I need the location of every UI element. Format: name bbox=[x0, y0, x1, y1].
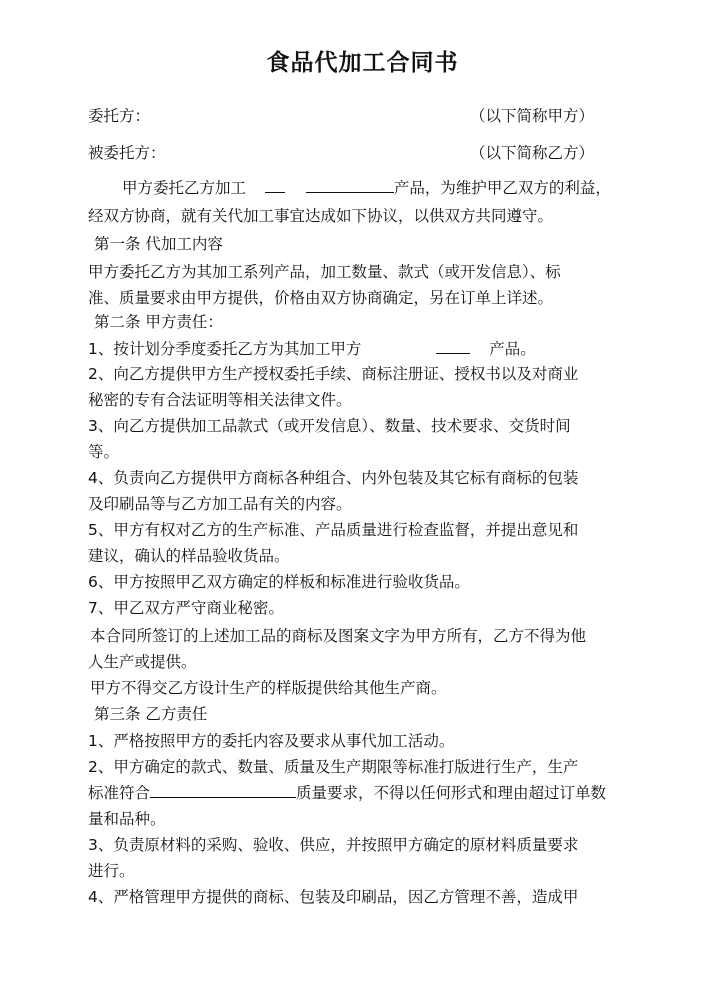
article-2-item-7: 7、甲乙双方严守商业秘密。 bbox=[88, 599, 284, 617]
article-2-item-3-l1: 3、向乙方提供加工品款式（或开发信息）、数量、技术要求、交货时间 bbox=[88, 417, 571, 435]
article-1-line-2: 准、质量要求由甲方提供，价格由双方协商确定，另在订单上详述。 bbox=[88, 289, 554, 307]
article-2-item-3-l2: 等。 bbox=[88, 443, 120, 461]
intro-text-b: 产品，为维护甲乙双方的利益， bbox=[393, 179, 611, 197]
item-1-text-a: 1、按计划分季度委托乙方为其加工甲方 bbox=[88, 340, 362, 358]
article-2-bullet-2: 甲方不得交乙方设计生产的样版提供给其他生产商。 bbox=[90, 679, 447, 697]
item-1-text-b: 产品。 bbox=[489, 340, 536, 358]
intro-text-a: 甲方委托乙方加工 bbox=[122, 179, 247, 197]
article-1-heading: 第一条 代加工内容 bbox=[94, 235, 223, 253]
article-3-heading: 第三条 乙方责任 bbox=[94, 705, 208, 723]
article-2-item-2-l2: 秘密的专有合法证明等相关法律文件。 bbox=[88, 391, 352, 409]
article-3-item-2-l1: 2、甲方确定的款式、数量、质量及生产期限等标准打版进行生产，生产 bbox=[88, 758, 579, 776]
intro-line-2: 经双方协商，就有关代加工事宜达成如下协议，以供双方共同遵守。 bbox=[88, 207, 554, 225]
party-a-line bbox=[88, 106, 150, 126]
document-title: 食品代加工合同书 bbox=[266, 49, 459, 76]
article-3-item-3-l2: 进行。 bbox=[88, 862, 135, 880]
item-2-text-b: 质量要求，不得以任何形式和理由超过订单数 bbox=[296, 784, 607, 802]
article-2-item-1 bbox=[88, 339, 536, 359]
party-b-line bbox=[88, 143, 166, 163]
article-2-item-5-l2: 建议，确认的样品验收货品。 bbox=[88, 547, 290, 565]
party-b-note: （以下简称乙方） bbox=[470, 144, 595, 162]
article-3-item-1: 1、严格按照甲方的委托内容及要求从事代加工活动。 bbox=[88, 732, 455, 750]
intro-line-1 bbox=[122, 178, 611, 198]
article-2-item-5-l1: 5、甲方有权对乙方的生产标准、产品质量进行检查监督，并提出意见和 bbox=[88, 521, 579, 539]
article-2-bullet-1-l2: 人生产或提供。 bbox=[88, 653, 197, 671]
party-b-label: 被委托方： bbox=[88, 144, 166, 162]
article-2-heading: 第二条 甲方责任： bbox=[94, 313, 223, 331]
blank-field bbox=[150, 783, 296, 798]
party-a-label: 委托方： bbox=[88, 107, 151, 125]
article-3-item-2-l2 bbox=[88, 783, 606, 803]
item-2-text-a: 标准符合 bbox=[88, 784, 151, 802]
article-2-item-2-l1: 2、向乙方提供甲方生产授权委托手续、商标注册证、授权书以及对商业 bbox=[88, 365, 579, 383]
article-2-item-4-l1: 4、负责向乙方提供甲方商标各种组合、内外包装及其它标有商标的包装 bbox=[88, 469, 579, 487]
party-a-note: （以下简称甲方） bbox=[470, 107, 595, 125]
article-2-bullet-1-l1: 本合同所签订的上述加工品的商标及图案文字为甲方所有，乙方不得为他 bbox=[90, 627, 587, 645]
article-3-item-3-l1: 3、负责原材料的采购、验收、供应，并按照甲方确定的原材料质量要求 bbox=[88, 836, 579, 854]
article-3-item-4-l1: 4、严格管理甲方提供的商标、包装及印刷品，因乙方管理不善，造成甲 bbox=[88, 888, 579, 906]
blank-field bbox=[265, 178, 285, 193]
blank-field bbox=[436, 339, 470, 354]
article-3-item-2-l3: 量和品种。 bbox=[88, 810, 166, 828]
blank-field bbox=[306, 178, 394, 193]
article-2-item-6: 6、甲方按照甲乙双方确定的样板和标准进行验收货品。 bbox=[88, 573, 470, 591]
article-2-item-4-l2: 及印刷品等与乙方加工品有关的内容。 bbox=[88, 495, 352, 513]
article-1-line-1: 甲方委托乙方为其加工系列产品，加工数量、款式（或开发信息）、标 bbox=[88, 263, 561, 281]
